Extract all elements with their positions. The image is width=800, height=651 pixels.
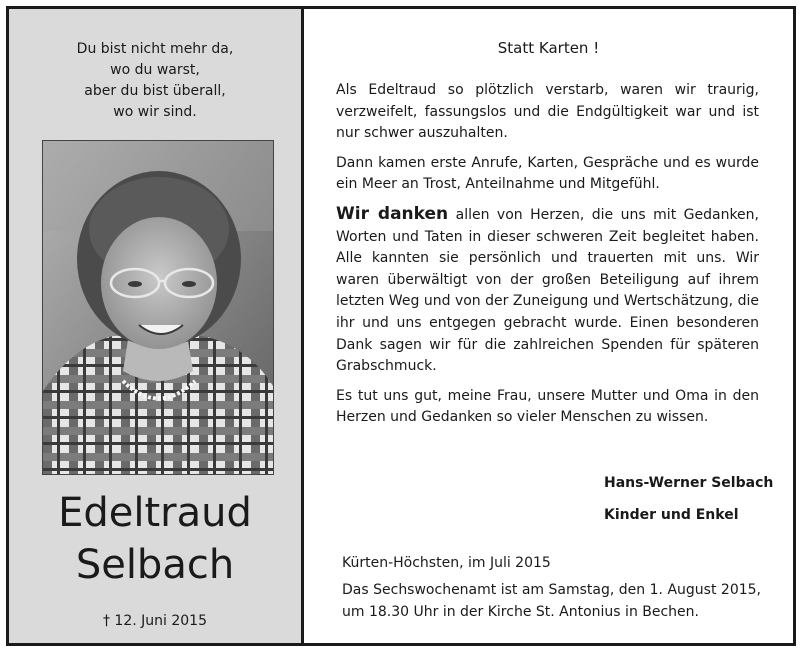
paragraph-3-text: allen von Herzen, die uns mit Gedanken, Worten und Taten in dieser schweren Zeit begleitet haben. Alle kannten sie persönlich und trauerten mit uns. Wir waren überwältigt von der großen Beteiligung auf ihrem letzten Weg und von der Zuneigung und Wertschätzung, die ihr und uns entgegen gebracht wurde. Einen besonderen Dank sagen wir für die zahlreichen Spenden für späteren Grabschmuck.: [336, 206, 759, 375]
obituary-frame: [6, 6, 796, 646]
poem: [9, 39, 301, 123]
poem-line: wo wir sind.: [113, 104, 197, 120]
first-name: Edeltraud: [58, 490, 252, 536]
paragraph-1: Als Edeltraud so plötzlich verstarb, waren wir traurig, verzweifelt, fassungslos und die Endgültigkeit war und ist nur schwer auszuhalten.: [336, 82, 759, 142]
paragraph-3: [336, 204, 759, 378]
poem-line: Du bist nicht mehr da,: [76, 41, 234, 57]
right-panel: [304, 9, 793, 643]
last-name: Selbach: [75, 542, 235, 588]
portrait-photo: [42, 140, 274, 475]
signature-family: Kinder und Enkel: [604, 507, 739, 523]
place-date: Kürten-Höchsten, im Juli 2015: [342, 555, 551, 571]
notice-body: [336, 80, 759, 437]
poem-line: wo du warst,: [110, 62, 200, 78]
signature-name: Hans-Werner Selbach: [604, 475, 774, 491]
paragraph-4: Es tut uns gut, meine Frau, unsere Mutter und Oma in den Herzen und Gedanken so vieler Menschen zu wissen.: [336, 387, 759, 426]
notice-heading: Statt Karten !: [497, 39, 600, 57]
poem-line: aber du bist überall,: [84, 83, 226, 99]
memorial-service-info: Das Sechswochenamt ist am Samstag, den 1. August 2015, um 18.30 Uhr in der Kirche St. Antonius in Bechen.: [342, 582, 761, 620]
thanks-lead: Wir danken: [336, 203, 449, 224]
left-panel: [9, 9, 304, 643]
paragraph-2: Dann kamen erste Anrufe, Karten, Gespräche und es wurde ein Meer an Trost, Anteilnahme und Mitgefühl.: [336, 154, 759, 193]
death-date: † 12. Juni 2015: [102, 613, 207, 629]
deceased-name: [9, 487, 301, 591]
